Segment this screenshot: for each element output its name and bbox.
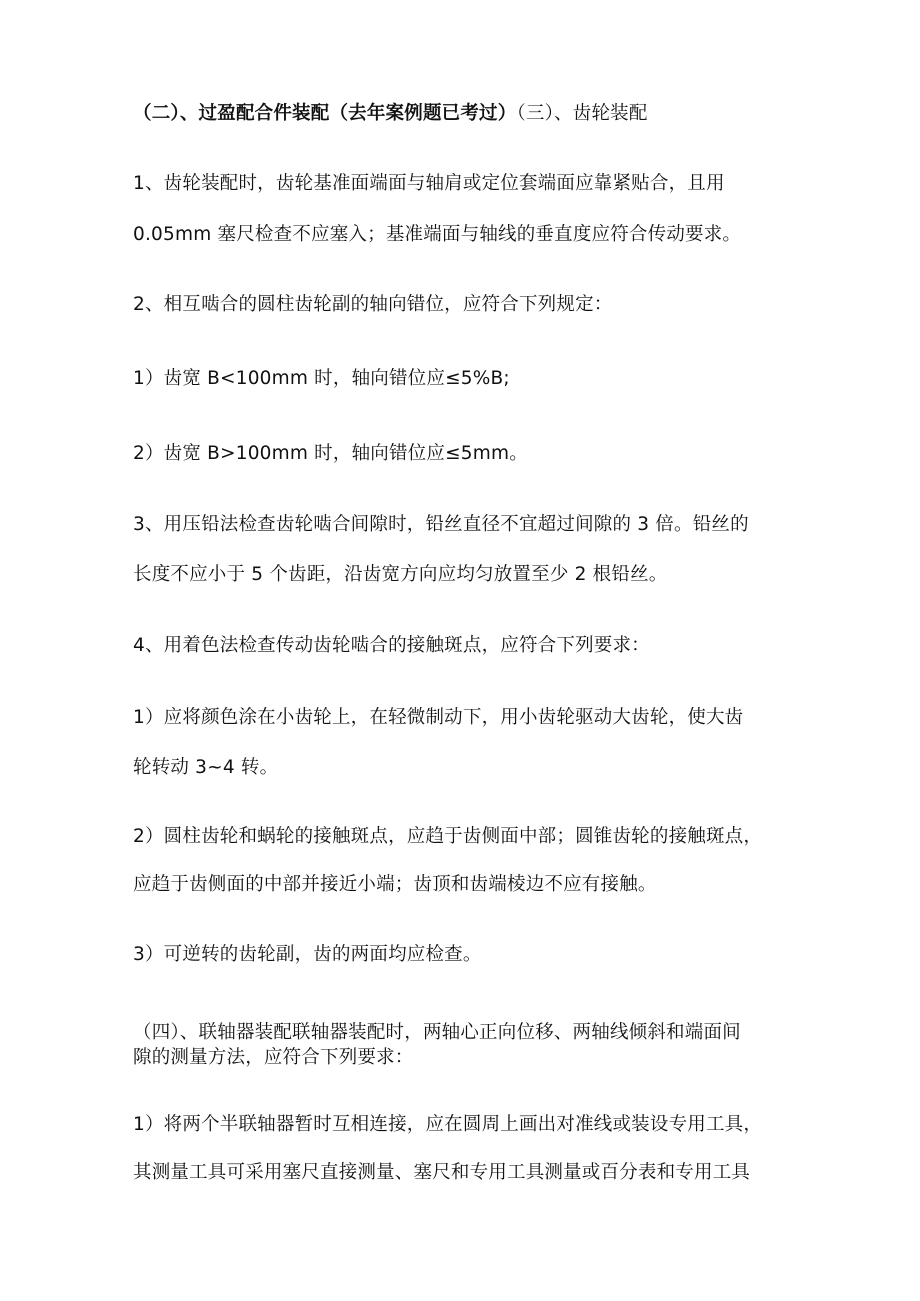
section-heading — [133, 102, 648, 126]
paragraph-line: 长度不应小于 5 个齿距，沿齿宽方向应均匀放置至少 2 根铅丝。 — [133, 564, 668, 585]
paragraph-line: 轮转动 3~4 转。 — [133, 757, 279, 778]
paragraph-line: 1、齿轮装配时，齿轮基准面端面与轴肩或定位套端面应靠紧贴合，且用 — [133, 173, 725, 194]
paragraph-line: 1）齿宽 B<100mm 时，轴向错位应≤5%B; — [133, 368, 510, 389]
paragraph-line: 3）可逆转的齿轮副，齿的两面均应检查。 — [133, 944, 482, 965]
heading-normal-part: （三）、齿轮装配 — [516, 103, 648, 124]
paragraph-line: 应趋于齿侧面的中部并接近小端；齿顶和齿端棱边不应有接触。 — [133, 874, 657, 895]
paragraph-line: （四）、联轴器装配联轴器装配时，两轴心正向位移、两轴线倾斜和端面间 — [133, 1022, 741, 1043]
paragraph-line: 2）齿宽 B>100mm 时，轴向错位应≤5mm。 — [133, 443, 528, 464]
paragraph-line: 其测量工具可采用塞尺直接测量、塞尺和专用工具测量或百分表和专用工具 — [133, 1162, 751, 1183]
heading-bold-part: （二）、过盈配合件装配（去年案例题已考过） — [133, 103, 517, 124]
paragraph-line: 4、用着色法检查传动齿轮啮合的接触斑点，应符合下列要求： — [133, 635, 650, 656]
paragraph-line: 1）将两个半联轴器暂时互相连接，应在圆周上画出对准线或装设专用工具， — [133, 1114, 763, 1135]
paragraph-line: 3、用压铅法检查齿轮啮合间隙时，铅丝直径不宜超过间隙的 3 倍。铅丝的 — [133, 514, 749, 535]
paragraph-line: 0.05mm 塞尺检查不应塞入；基准端面与轴线的垂直度应符合传动要求。 — [133, 224, 742, 245]
paragraph-line: 2）圆柱齿轮和蜗轮的接触斑点，应趋于齿侧面中部；圆锥齿轮的接触斑点， — [133, 826, 763, 847]
paragraph-line: 2、相互啮合的圆柱齿轮副的轴向错位，应符合下列规定： — [133, 294, 613, 315]
paragraph-line: 隙的测量方法，应符合下列要求： — [133, 1047, 414, 1068]
paragraph-line: 1）应将颜色涂在小齿轮上，在轻微制动下，用小齿轮驱动大齿轮，使大齿 — [133, 707, 744, 728]
